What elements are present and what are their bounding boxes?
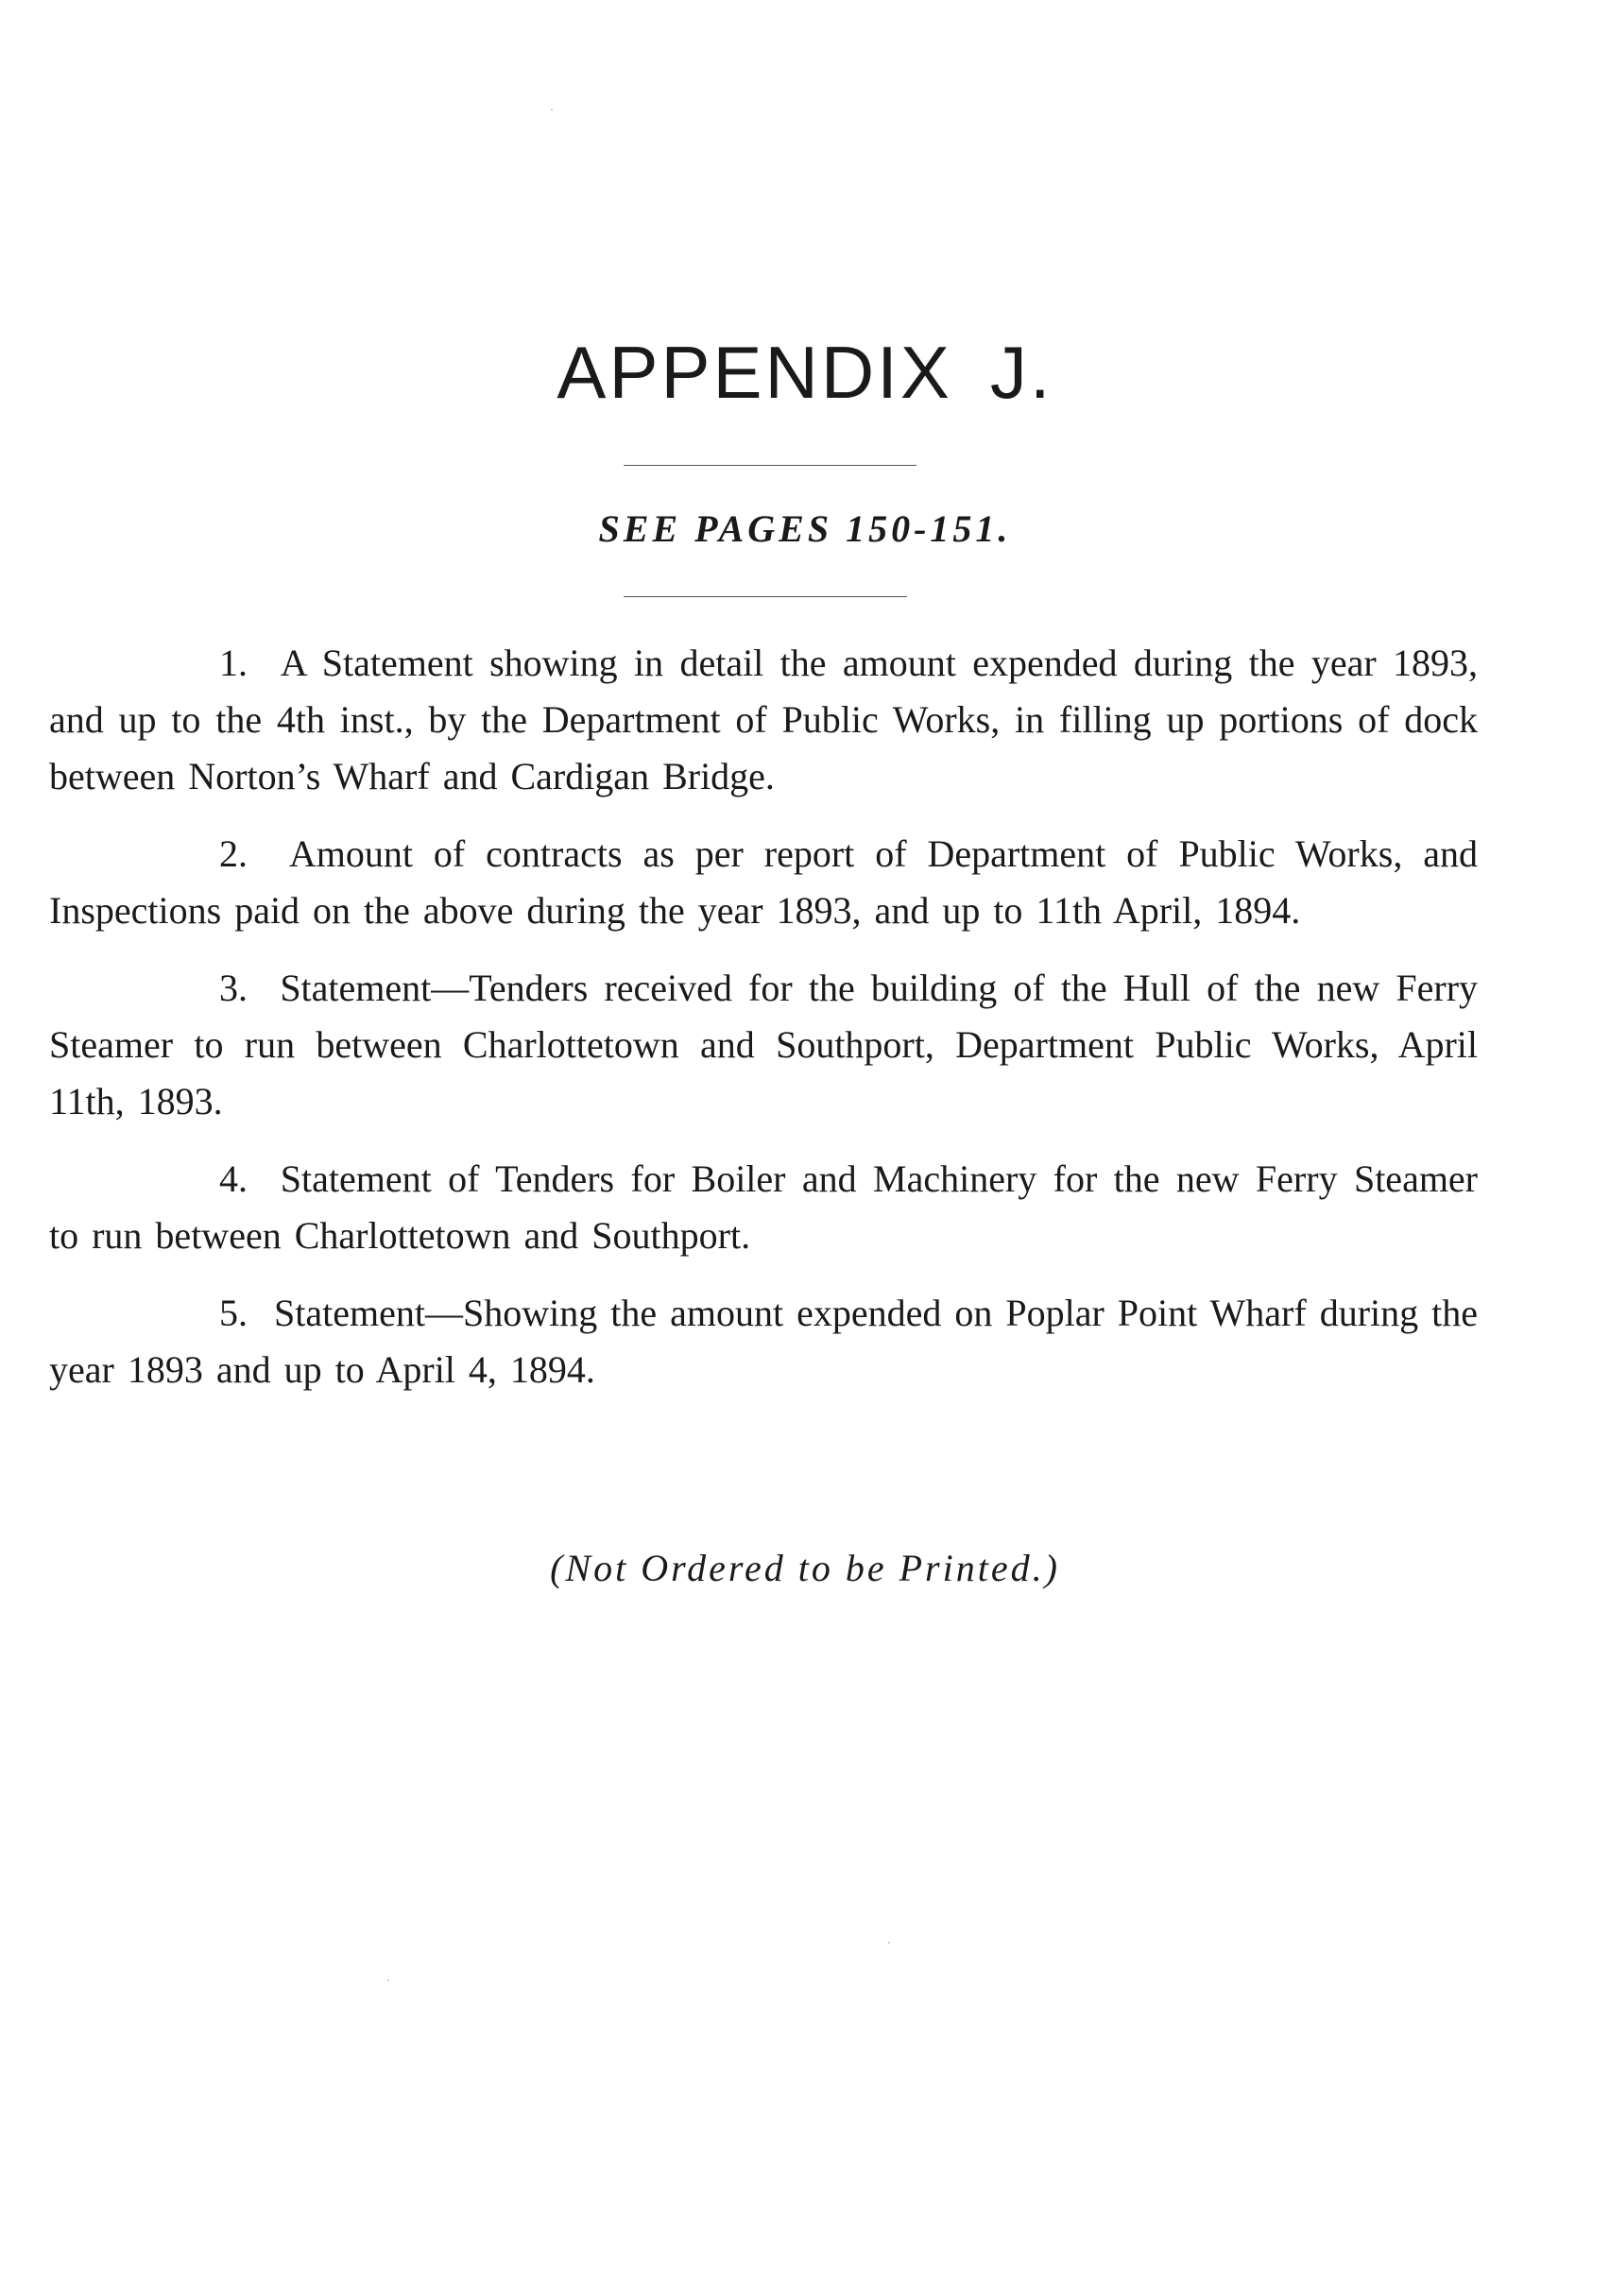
statement-item-number: 5.	[219, 1292, 248, 1334]
statement-item-text: Amount of contracts as per report of Department of Public Works, and Inspections paid on the above during the year 1893, and up to 11th April, 1894.	[49, 832, 1479, 932]
statement-item-number: 3.	[219, 967, 248, 1009]
see-pages-subtitle: SEE PAGES 150-151.	[598, 507, 1012, 550]
statement-item-text: A Statement showing in detail the amount expended during the year 1893, and up to the 4th inst., by the Department of Public Works, in filling up portions of dock between Norton’s Wharf and Cardigan Bridge.	[49, 642, 1479, 797]
statement-item-5	[49, 1285, 1478, 1398]
statement-item-text: Statement—Tenders received for the building of the Hull of the new Ferry Steamer to run between Charlottetown and Southport, Department Public Works, April 11th, 1893.	[49, 967, 1479, 1122]
paper-speck	[888, 1942, 890, 1944]
appendix-title	[0, 331, 1610, 414]
statement-item-number: 4.	[219, 1157, 248, 1200]
divider-rule-top	[624, 465, 916, 466]
appendix-title-word: APPENDIX	[557, 331, 952, 414]
statement-item-number: 1.	[219, 642, 248, 684]
statement-item-4	[49, 1151, 1478, 1264]
statement-list	[49, 635, 1478, 1419]
paper-speck	[551, 109, 553, 111]
statement-item-number: 2.	[219, 832, 248, 875]
statement-item-1	[49, 635, 1478, 805]
not-printed-note: (Not Ordered to be Printed.)	[550, 1547, 1060, 1589]
statement-item-text: Statement of Tenders for Boiler and Machinery for the new Ferry Steamer to run between Charlottetown and Southport.	[49, 1157, 1479, 1257]
divider-rule-bottom	[624, 596, 907, 597]
paper-speck	[387, 1979, 389, 1981]
statement-item-3	[49, 960, 1478, 1130]
appendix-title-letter: J.	[989, 331, 1053, 414]
statement-item-text: Statement—Showing the amount expended on Poplar Point Wharf during the year 1893 and up to April 4, 1894.	[49, 1292, 1479, 1391]
statement-item-2	[49, 826, 1478, 939]
